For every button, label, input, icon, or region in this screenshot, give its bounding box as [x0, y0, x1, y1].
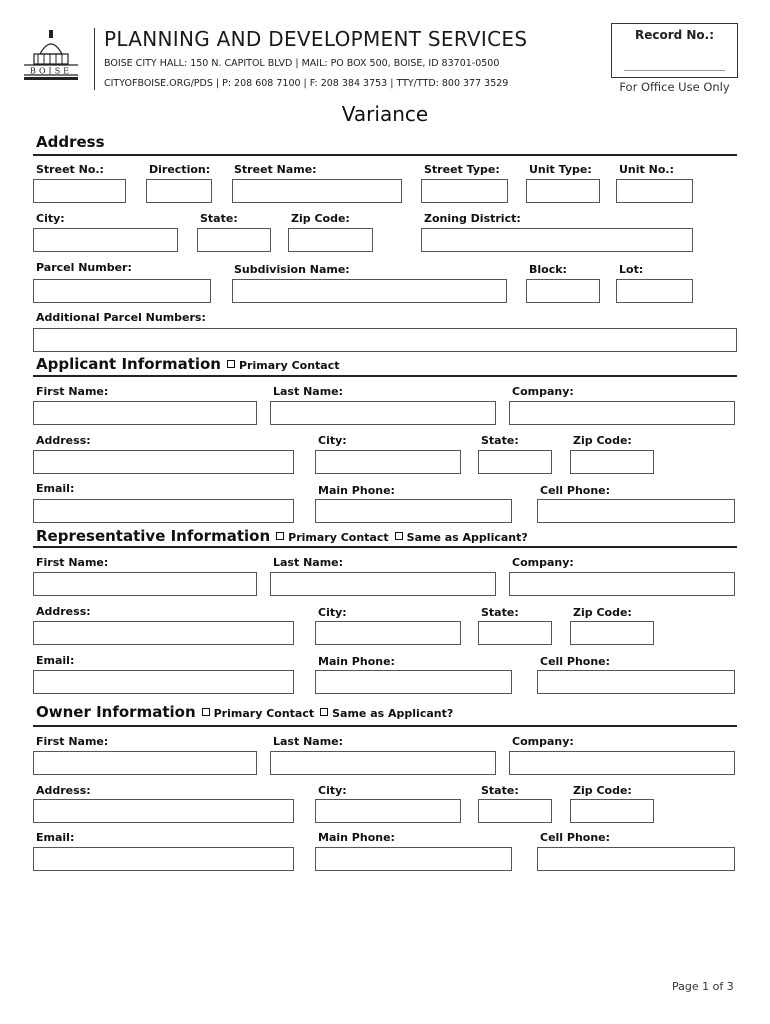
representative-last-name-label: Last Name: [273, 556, 344, 569]
owner-state-label: State: [481, 784, 519, 797]
lot-label: Lot: [619, 263, 644, 276]
representative-zip-field[interactable] [570, 621, 654, 645]
representative-main-phone-field[interactable] [315, 670, 512, 694]
owner-heading-text: Owner Information [36, 703, 196, 721]
street-no-label: Street No.: [36, 163, 104, 176]
zip-label: Zip Code: [291, 212, 350, 225]
street-name-label: Street Name: [234, 163, 317, 176]
representative-last-name-field[interactable] [270, 572, 496, 596]
representative-email-label: Email: [36, 654, 75, 667]
applicant-cell-phone-label: Cell Phone: [540, 484, 611, 497]
unit-type-label: Unit Type: [529, 163, 592, 176]
representative-heading [36, 527, 528, 545]
representative-state-field[interactable] [478, 621, 552, 645]
applicant-first-name-field[interactable] [33, 401, 257, 425]
state-field[interactable] [197, 228, 271, 252]
applicant-first-name-label: First Name: [36, 385, 109, 398]
applicant-rule [33, 375, 737, 377]
applicant-primary-contact-checkbox[interactable] [227, 360, 235, 368]
city-hall-address: BOISE CITY HALL: 150 N. CAPITOL BLVD | MAIL: PO BOX 500, BOISE, ID 83701-0500 [104, 58, 500, 69]
owner-cell-phone-label: Cell Phone: [540, 831, 611, 844]
street-type-label: Street Type: [424, 163, 500, 176]
representative-first-name-field[interactable] [33, 572, 257, 596]
applicant-heading-text: Applicant Information [36, 355, 221, 373]
representative-city-label: City: [318, 606, 347, 619]
owner-city-field[interactable] [315, 799, 461, 823]
applicant-zip-field[interactable] [570, 450, 654, 474]
applicant-cell-phone-field[interactable] [537, 499, 735, 523]
representative-primary-contact-checkbox[interactable] [276, 532, 284, 540]
owner-primary-contact-label: Primary Contact [213, 707, 315, 720]
representative-city-field[interactable] [315, 621, 461, 645]
parcel-field[interactable] [33, 279, 211, 303]
applicant-main-phone-label: Main Phone: [318, 484, 395, 497]
parcel-label: Parcel Number: [36, 261, 132, 274]
record-number-line [624, 70, 725, 71]
zip-field[interactable] [288, 228, 373, 252]
applicant-state-field[interactable] [478, 450, 552, 474]
applicant-city-field[interactable] [315, 450, 461, 474]
block-label: Block: [529, 263, 567, 276]
representative-address-field[interactable] [33, 621, 294, 645]
representative-state-label: State: [481, 606, 519, 619]
city-field[interactable] [33, 228, 178, 252]
street-no-field[interactable] [33, 179, 126, 203]
zoning-label: Zoning District: [424, 212, 521, 225]
office-use-note: For Office Use Only [619, 80, 730, 94]
owner-main-phone-field[interactable] [315, 847, 512, 871]
owner-company-label: Company: [512, 735, 574, 748]
owner-zip-label: Zip Code: [573, 784, 632, 797]
applicant-state-label: State: [481, 434, 519, 447]
contact-line: CITYOFBOISE.ORG/PDS | P: 208 608 7100 | F: 208 384 3753 | TTY/TTD: 800 377 3529 [104, 78, 509, 89]
applicant-address-label: Address: [36, 434, 91, 447]
owner-state-field[interactable] [478, 799, 552, 823]
owner-address-field[interactable] [33, 799, 294, 823]
applicant-address-field[interactable] [33, 450, 294, 474]
applicant-city-label: City: [318, 434, 347, 447]
header-divider [94, 28, 95, 90]
subdivision-field[interactable] [232, 279, 507, 303]
owner-city-label: City: [318, 784, 347, 797]
owner-email-label: Email: [36, 831, 75, 844]
owner-email-field[interactable] [33, 847, 294, 871]
owner-first-name-label: First Name: [36, 735, 109, 748]
owner-rule [33, 725, 737, 727]
owner-cell-phone-field[interactable] [537, 847, 735, 871]
representative-email-field[interactable] [33, 670, 294, 694]
unit-no-field[interactable] [616, 179, 693, 203]
unit-type-field[interactable] [526, 179, 600, 203]
owner-company-field[interactable] [509, 751, 735, 775]
applicant-last-name-field[interactable] [270, 401, 496, 425]
lot-field[interactable] [616, 279, 693, 303]
representative-same-as-checkbox[interactable] [395, 532, 403, 540]
city-label: City: [36, 212, 65, 225]
representative-address-label: Address: [36, 605, 91, 618]
record-label: Record No.: [634, 28, 715, 42]
address-rule [33, 154, 737, 156]
representative-cell-phone-label: Cell Phone: [540, 655, 611, 668]
state-label: State: [200, 212, 238, 225]
owner-main-phone-label: Main Phone: [318, 831, 395, 844]
direction-label: Direction: [149, 163, 211, 176]
boise-city-logo [20, 26, 82, 82]
representative-company-field[interactable] [509, 572, 735, 596]
representative-company-label: Company: [512, 556, 574, 569]
owner-same-as-checkbox[interactable] [320, 708, 328, 716]
owner-same-as-label: Same as Applicant? [332, 707, 454, 720]
applicant-company-label: Company: [512, 385, 574, 398]
owner-first-name-field[interactable] [33, 751, 257, 775]
subdivision-label: Subdivision Name: [234, 263, 350, 276]
address-heading: Address [36, 133, 105, 151]
department-title: PLANNING AND DEVELOPMENT SERVICES [104, 27, 528, 51]
additional-parcels-label: Additional Parcel Numbers: [36, 311, 206, 324]
additional-parcels-field[interactable] [33, 328, 737, 352]
unit-no-label: Unit No.: [619, 163, 674, 176]
applicant-email-field[interactable] [33, 499, 294, 523]
street-name-field[interactable] [232, 179, 402, 203]
owner-address-label: Address: [36, 784, 91, 797]
representative-cell-phone-field[interactable] [537, 670, 735, 694]
block-field[interactable] [526, 279, 600, 303]
owner-primary-contact-checkbox[interactable] [202, 708, 210, 716]
applicant-email-label: Email: [36, 482, 75, 495]
owner-last-name-label: Last Name: [273, 735, 344, 748]
applicant-zip-label: Zip Code: [573, 434, 632, 447]
logo-text: BOISE [29, 66, 73, 76]
applicant-primary-contact-label: Primary Contact [239, 359, 340, 372]
representative-first-name-label: First Name: [36, 556, 109, 569]
applicant-heading [36, 355, 340, 373]
representative-same-as-label: Same as Applicant? [406, 531, 528, 544]
applicant-main-phone-field[interactable] [315, 499, 512, 523]
owner-last-name-field[interactable] [270, 751, 496, 775]
applicant-last-name-label: Last Name: [273, 385, 344, 398]
representative-primary-contact-label: Primary Contact [288, 531, 389, 544]
direction-field[interactable] [146, 179, 212, 203]
page-number: Page 1 of 3 [672, 980, 734, 993]
zoning-field[interactable] [421, 228, 693, 252]
representative-main-phone-label: Main Phone: [318, 655, 395, 668]
representative-zip-label: Zip Code: [573, 606, 632, 619]
owner-heading [36, 703, 453, 721]
representative-rule [33, 546, 737, 548]
applicant-company-field[interactable] [509, 401, 735, 425]
representative-heading-text: Representative Information [36, 527, 271, 545]
street-type-field[interactable] [421, 179, 508, 203]
form-title: Variance [341, 102, 429, 126]
owner-zip-field[interactable] [570, 799, 654, 823]
record-number-box [611, 23, 738, 78]
